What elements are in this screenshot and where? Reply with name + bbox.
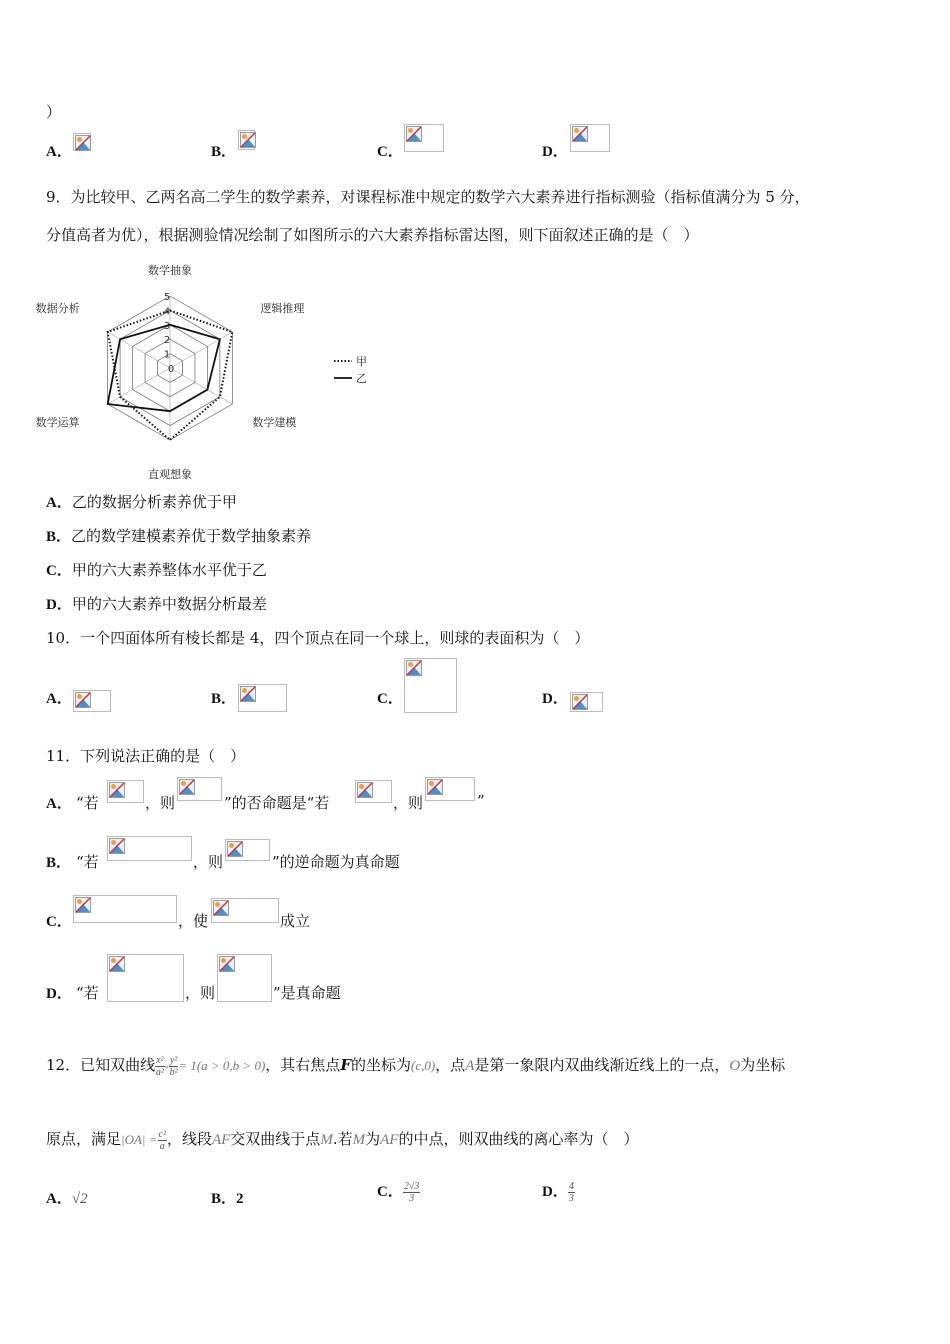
- q12-option-d-num: 4: [568, 1180, 574, 1192]
- broken-image-icon: [75, 897, 91, 913]
- q8-option-c-label: C．: [377, 144, 403, 160]
- q11-c-image1: [73, 895, 177, 923]
- q10-option-a-image: [73, 690, 111, 712]
- broken-image-icon: [179, 779, 195, 795]
- q12-a: a: [159, 1140, 165, 1152]
- q9-option-b-label: B．: [46, 529, 72, 545]
- q12-option-a-value: √2: [71, 1191, 88, 1207]
- q12-OA: |OA| =: [121, 1132, 158, 1147]
- q10-option-c-image: [404, 658, 457, 713]
- q8-option-d-image: [570, 124, 610, 152]
- q9-option-b: [46, 525, 311, 546]
- legend-label: 乙: [356, 372, 367, 385]
- q12-eq-a2: a²: [155, 1066, 164, 1078]
- broken-image-icon: [109, 956, 125, 972]
- q12-l2-p3: 交双曲线于点: [230, 1130, 321, 1148]
- radar-axis-label: 逻辑推理: [260, 302, 305, 315]
- q9-option-c-text: 甲的六大素养整体水平优于乙: [71, 561, 267, 579]
- q11-option-d-label: D．: [46, 986, 72, 1002]
- radar-spoke-5: [108, 332, 170, 368]
- q10-option-b-image: [238, 684, 287, 712]
- q9-option-c: [46, 559, 267, 580]
- q11-b-image1: [107, 836, 192, 861]
- q12-option-b-value: 2: [236, 1191, 244, 1207]
- q9-option-d-text: 甲的六大素养中数据分析最差: [71, 595, 267, 613]
- q11-a-image3: [355, 780, 392, 803]
- q11-stem: 11．下列说法正确的是（ ）: [46, 747, 246, 765]
- q12-eq-rest: = 1(a > 0,b > 0): [178, 1058, 266, 1073]
- q11-b-text1: “若: [76, 853, 99, 871]
- broken-image-icon: [406, 126, 422, 142]
- radar-axis-label: 数学建模: [252, 416, 297, 429]
- q12-eq-b2: b²: [169, 1066, 178, 1078]
- q12-text-p3: 的坐标为: [350, 1056, 411, 1074]
- q11-a-text3: ”的否命题是“若: [224, 794, 330, 812]
- q12-option-c-frac: [403, 1181, 421, 1204]
- q11-a-image2: [177, 777, 222, 801]
- q9-option-a: [46, 491, 237, 512]
- q11-option-a-label: A．: [46, 796, 72, 812]
- q12-option-a-label: A．: [46, 1191, 72, 1207]
- q9-option-d: [46, 593, 267, 614]
- q12-option-b: [211, 1187, 244, 1208]
- broken-image-icon: [75, 135, 91, 151]
- q11-b-text2: ，则: [193, 853, 224, 871]
- q8-option-a-image: [73, 133, 91, 151]
- broken-image-icon: [357, 782, 373, 798]
- radar-tick-label: 5: [163, 292, 171, 303]
- q10-option-c-label: C．: [377, 691, 403, 707]
- q12-line2: [46, 1128, 638, 1152]
- q11-b-image2: [225, 839, 270, 861]
- radar-chart: [35, 258, 384, 481]
- q12-option-c-num: 2√3: [403, 1180, 420, 1192]
- q12-option-c-label: C．: [377, 1184, 403, 1200]
- q11-d-text1: “若: [76, 984, 99, 1002]
- q11-a-text1: “若: [76, 794, 99, 812]
- q9-stem-line2: 分值高者为优），根据测验情况绘制了如图所示的六大素养指标雷达图，则下面叙述正确的是（ ）: [46, 226, 699, 244]
- q11-d-image1: [107, 954, 184, 1002]
- broken-image-icon: [219, 956, 235, 972]
- radar-tick-label: 1: [163, 349, 171, 361]
- broken-image-icon: [213, 900, 229, 916]
- q12-frac-c2a: [158, 1129, 167, 1152]
- q11-c-image2: [211, 898, 279, 923]
- broken-image-icon: [406, 660, 422, 676]
- radar-axis-label: 数学运算: [35, 416, 80, 429]
- q12-AF2: AF: [380, 1132, 399, 1148]
- broken-image-icon: [75, 692, 91, 708]
- q12-eq-y2: y²: [169, 1054, 178, 1066]
- q8-option-b-image: [238, 130, 255, 150]
- radar-tick-label: 3: [163, 320, 171, 332]
- broken-image-icon: [572, 126, 588, 142]
- q12-c2: c²: [158, 1128, 166, 1140]
- q12-eq-frac-x: [155, 1055, 164, 1078]
- radar-tick-label: 0: [167, 364, 175, 375]
- broken-image-icon: [240, 686, 256, 702]
- radar-axis-label: 数据分析: [35, 302, 80, 315]
- q11-option-b-label: B．: [46, 855, 72, 871]
- q12-line1: 12．已知双曲线 $\frac{\text{x²}}{\text{a²}}$ - $\frac{\text{y²}}{\text{b²}}$ = 1(a > 0,b > 0)，其右焦点F的坐标为(c,0)，点A是第一象限内双曲线渐近线上的一点，O为坐标: [46, 1054, 786, 1078]
- q9-option-a-label: A．: [46, 495, 72, 511]
- q12-AF: AF: [211, 1132, 231, 1148]
- q8-option-b-label: B．: [211, 144, 237, 160]
- q11-d-image2: [217, 954, 272, 1002]
- q9-option-b-text: 乙的数学建模素养优于数学抽象素养: [71, 527, 312, 545]
- q10-option-d-image: [570, 692, 603, 712]
- q8-option-c-image: [404, 124, 444, 152]
- q12-M2: M: [352, 1132, 366, 1148]
- q11-d-text2: ，则: [185, 984, 216, 1002]
- q10-option-b-label: B．: [211, 691, 237, 707]
- q9-option-c-label: C．: [46, 563, 72, 579]
- q11-d-text3: ”是真命题: [273, 984, 341, 1002]
- q11-a-text4: ，则: [393, 794, 424, 812]
- q12-l2-p2: ，线段: [166, 1130, 212, 1148]
- q12-text-p6: 为坐标: [740, 1056, 786, 1074]
- radar-spoke-4: [108, 368, 170, 404]
- continuation-paren: ）: [46, 103, 62, 121]
- radar-spoke-1: [170, 332, 232, 368]
- q11-c-text2: 成立: [280, 912, 311, 930]
- q12-option-c-den: 3: [409, 1192, 415, 1204]
- radar-tick-label: 4: [163, 306, 171, 318]
- q12-l2-p5: 为: [365, 1130, 381, 1148]
- q8-option-d-label: D．: [542, 144, 568, 160]
- q9-stem-line1: 9．为比较甲、乙两名高二学生的数学素养，对课程标准中规定的数学六大素养进行指标测验（指标值满分为 5 分，: [46, 188, 810, 206]
- broken-image-icon: [240, 132, 256, 148]
- q9-option-a-text: 乙的数据分析素养优于甲: [71, 493, 237, 511]
- q11-a-text5: ”: [477, 792, 485, 810]
- q11-a-image1: [107, 780, 144, 803]
- q12-text-p1: 12．已知双曲线: [46, 1056, 156, 1074]
- broken-image-icon: [109, 838, 125, 854]
- broken-image-icon: [227, 841, 243, 857]
- q12-M: M: [320, 1132, 333, 1148]
- radar-axis-label: 数学抽象: [148, 264, 192, 277]
- q12-option-a: [46, 1187, 88, 1208]
- q10-stem: 10．一个四面体所有棱长都是 4，四个顶点在同一个球上，则球的表面积为（ ）: [46, 629, 590, 647]
- q9-option-d-label: D．: [46, 597, 72, 613]
- q12-text-p2: ，其右焦点: [265, 1056, 341, 1074]
- q12-eq-frac-y: [169, 1055, 178, 1078]
- q11-c-text1: ，使: [178, 912, 209, 930]
- q12-option-d-den: 3: [568, 1192, 574, 1204]
- q11-b-text3: ”的逆命题为真命题: [272, 853, 400, 871]
- q12-option-c: [377, 1180, 420, 1204]
- q12-l2-p6: 的中点，则双曲线的离心率为（ ）: [398, 1130, 639, 1148]
- q11-a-text2: ，则: [145, 794, 176, 812]
- broken-image-icon: [572, 694, 588, 710]
- q10-option-d-label: D．: [542, 691, 568, 707]
- radar-axis-label: 直观想象: [148, 468, 192, 481]
- q12-text-p5: 是第一象限内双曲线渐近线上的一点，: [474, 1056, 730, 1074]
- q11-option-c-label: C．: [46, 914, 72, 930]
- q12-var-O: O: [729, 1058, 741, 1074]
- q12-l2-p4: .若: [332, 1130, 353, 1148]
- q12-option-d-frac: [568, 1181, 575, 1204]
- q12-option-d: [542, 1180, 575, 1204]
- radar-tick-label: 2: [163, 335, 171, 347]
- q12-text-p4: ，点: [435, 1056, 466, 1074]
- legend-label: 甲: [356, 355, 367, 368]
- q12-option-d-label: D．: [542, 1184, 568, 1200]
- q10-option-a-label: A．: [46, 691, 72, 707]
- q12-option-b-label: B．: [211, 1191, 237, 1207]
- q12-c0: (c,0): [410, 1058, 436, 1073]
- q12-eq-x2: x²: [156, 1054, 164, 1066]
- broken-image-icon: [427, 779, 443, 795]
- radar-spoke-2: [170, 368, 232, 404]
- q11-a-image4: [425, 777, 475, 801]
- broken-image-icon: [109, 782, 125, 798]
- q12-var-F: F: [340, 1056, 351, 1074]
- q8-option-a-label: A．: [46, 144, 72, 160]
- q12-var-A: A: [465, 1058, 475, 1074]
- q12-l2-p1: 原点，满足: [46, 1130, 122, 1148]
